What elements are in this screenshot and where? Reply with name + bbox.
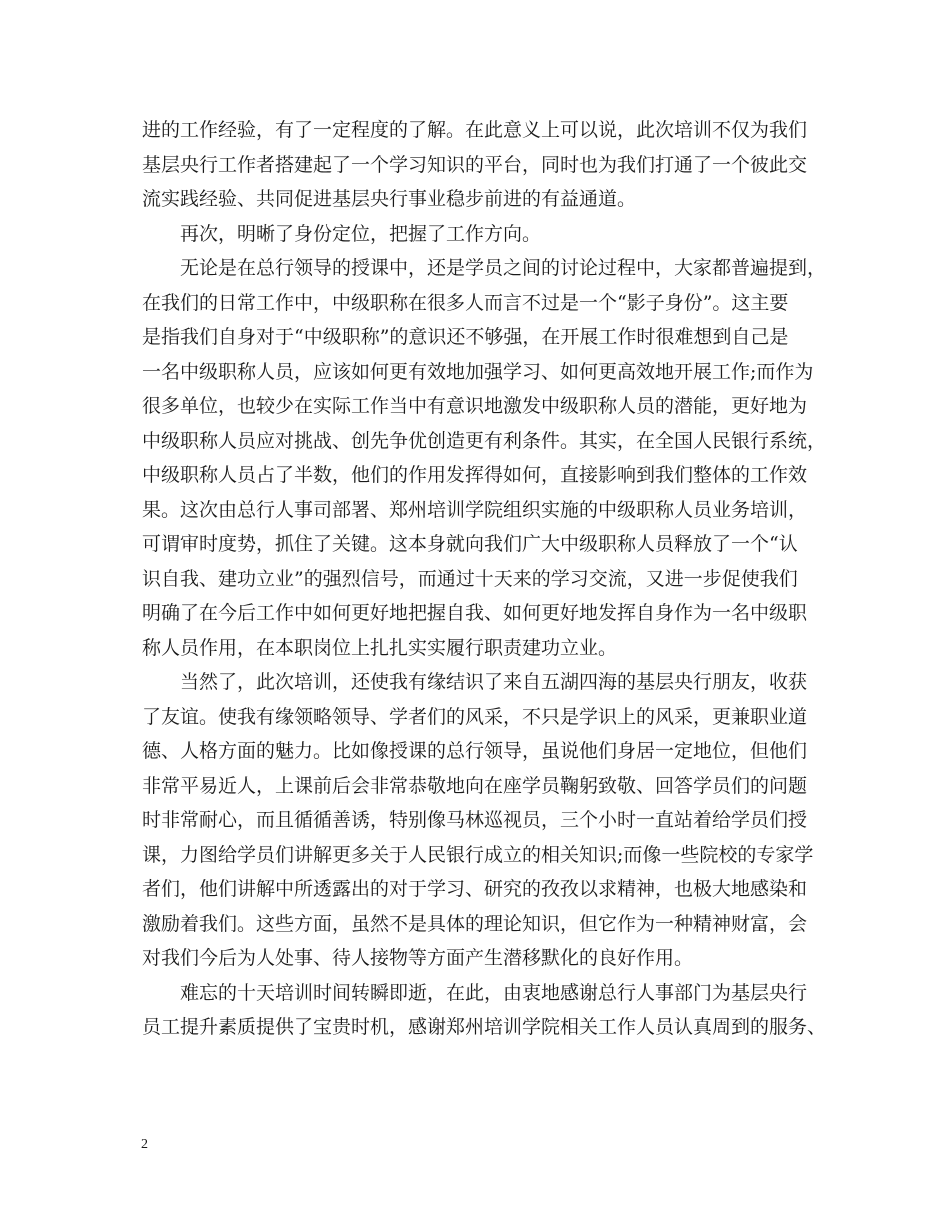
text-line: 时非常耐心，而且循循善诱，特别像马林巡视员，三个小时一直站着给学员们授 [142, 809, 808, 831]
text-line: 课，力图给学员们讲解更多关于人民银行成立的相关知识;而像一些院校的专家学 [142, 843, 814, 866]
text-line: 可谓审时度势，抓住了关键。这本身就向我们广大中级职称人员释放了一个“认 [142, 533, 798, 555]
text-line: 一名中级职称人员，应该如何更有效地加强学习、如何更高效地开展工作;而作为 [142, 360, 814, 383]
text-line: 是指我们自身对于“中级职称”的意识还不够强，在开展工作时很难想到自己是 [142, 326, 789, 348]
text-line: 果。这次由总行人事司部署、郑州培训学院组织实施的中级职称人员业务培训， [142, 498, 808, 521]
text-line: 称人员作用，在本职岗位上扎扎实实履行职责建功立业。 [142, 636, 618, 659]
page-number: 2 [141, 1137, 148, 1152]
text-line: 员工提升素质提供了宝贵时机，感谢郑州培训学院相关工作人员认真周到的服务、 [142, 1016, 827, 1038]
text-line: 在我们的日常工作中，中级职称在很多人而言不过是一个“影子身份”。这主要 [142, 291, 789, 314]
text-line: 无论是在总行领导的授课中，还是学员之间的讨论过程中，大家都普遍提到， [180, 257, 827, 279]
text-line: 识自我、建功立业”的强烈信号，而通过十天来的学习交流，又进一步促使我们 [142, 567, 798, 590]
text-line: 非常平易近人，上课前后会非常恭敬地向在座学员鞠躬致敬、回答学员们的问题 [142, 774, 808, 797]
text-line: 了友谊。使我有缘领略领导、学者们的风采，不只是学识上的风采，更兼职业道 [142, 705, 808, 728]
text-line: 当然了，此次培训，还使我有缘结识了来自五湖四海的基层央行朋友，收获 [180, 671, 808, 693]
text-line: 难忘的十天培训时间转瞬即逝，在此，由衷地感谢总行人事部门为基层央行 [180, 981, 808, 1004]
text-line: 德、人格方面的魅力。比如像授课的总行领导，虽说他们身居一定地位，但他们 [142, 740, 808, 762]
text-line: 流实践经验、共同促进基层央行事业稳步前进的有益通道。 [142, 188, 637, 210]
text-line: 进的工作经验，有了一定程度的了解。在此意义上可以说，此次培训不仅为我们 [142, 119, 808, 141]
text-line: 者们，他们讲解中所透露出的对于学习、研究的孜孜以求精神，也极大地感染和 [142, 878, 808, 900]
text-line: 很多单位，也较少在实际工作当中有意识地激发中级职称人员的潜能，更好地为 [142, 395, 808, 417]
text-line: 基层央行工作者搭建起了一个学习知识的平台，同时也为我们打通了一个彼此交 [142, 153, 808, 176]
text-line: 对我们今后为人处事、待人接物等方面产生潜移默化的良好作用。 [142, 947, 694, 969]
body-text [142, 113, 832, 1045]
paragraph-heading: 再次，明晰了身份定位，把握了工作方向。 [180, 222, 542, 245]
text-line: 明确了在今后工作中如何更好地把握自我、如何更好地发挥自身作为一名中级职 [142, 602, 808, 624]
text-line: 中级职称人员应对挑战、创先争优创造更有利条件。其实，在全国人民银行系统， [142, 429, 827, 452]
text-line: 中级职称人员占了半数，他们的作用发挥得如何，直接影响到我们整体的工作效 [142, 464, 808, 486]
text-line: 激励着我们。这些方面，虽然不是具体的理论知识，但它作为一种精神财富，会 [142, 912, 808, 935]
